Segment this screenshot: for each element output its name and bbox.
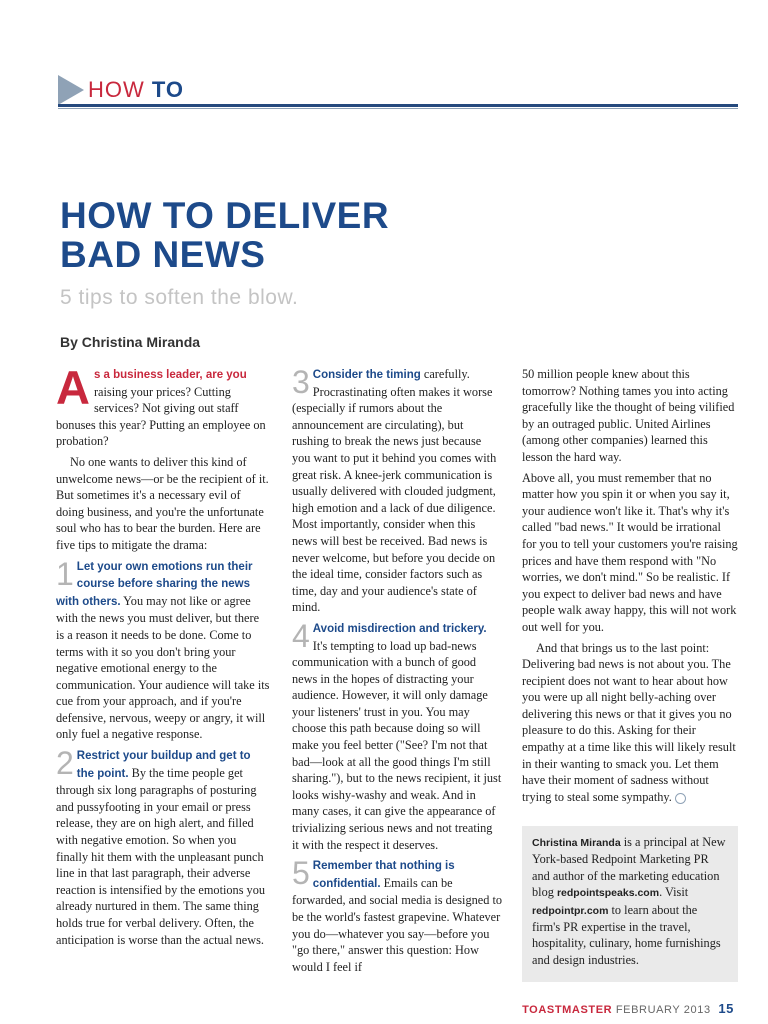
header-rule-thin: [58, 108, 738, 109]
drop-cap: A: [56, 361, 90, 414]
tip-number: 4: [292, 617, 310, 654]
paragraph: Above all, you must remember that no matter how you spin it or when you say it, your audience won't like it. That's why it's called "bad news." It would be irrational for you to tell your customers you're raising prices and have them respond with "No worries, we don't mind." So be realistic. If you expect to deliver bad news and have people walk away happy, this will not work out well for you.: [522, 470, 738, 634]
lead-in: s a business leader, are you: [93, 369, 247, 381]
paragraph: 50 million people knew about this tomorrow? Nothing tames you into acting gracefully like the thought of being vilified by an outraged public. United Airlines (among other companies) learned this lesson the hard way.: [522, 367, 735, 464]
header-rule: [58, 104, 738, 107]
paragraph: No one wants to deliver this kind of unwelcome news—or be the recipient of it. But sometimes it's a necessary evil of doing business, and you're the unfortunate soul who has to bear the burden. Here are five tips to mitigate the drama:: [56, 454, 269, 552]
tip-1: 1 Let your own emotions run their course before sharing the news with others. You may not like or agree with the news you must deliver, but there is a reason it needs to be done. Come to terms with it so you don't bring your negative emotional energy to the communication. Your audience will take its cue from your approach, and if you're defensive, nervous, weepy or angry, it will only fuel a negative response.: [56, 555, 270, 742]
tip-2: 2 Restrict your buildup and get to the point. By the time people get through six long paragraphs of posturing and pussyfooting in your email or press release, they are on high alert, and filled with negative emotion. So when you finally hit them with the unpleasant punch line in that last paragraph, their adverse reaction is intensified by the emotions you already nurtured in them. The same thing holds true for verbal delivery. Often, the anticipation is worse than the actual news.: [56, 745, 266, 947]
tip-number: 1: [56, 555, 74, 592]
article-title: HOW TO DELIVER BAD NEWS: [60, 195, 390, 275]
section-header: [58, 74, 738, 108]
tip-3: 3 Consider the timing carefully. Procrastinating often makes it worse (especially if rumors about the announcement are circulating), but rushing to break the news just because you want to put it behind you comes with great risk. A knee-jerk communication is usually delivered with clouded judgment, high emotion and a lack of due diligence. Most importantly, consider when this news will best be received. Bad news is never welcome, but before you decide on the ideal time, consider factors such as time, day and your audience's state of mind.: [292, 364, 497, 615]
tip-heading: Avoid misdirection and trickery.: [312, 622, 487, 635]
column-2: [292, 366, 502, 979]
column-1: [56, 361, 270, 952]
page-number: 15: [718, 1001, 734, 1016]
intro-paragraph: As a business leader, are you raising your prices? Cutting services? Not giving out staff bonuses this year? Putting an employee on probation?: [56, 361, 266, 449]
blog-link[interactable]: redpointspeaks.com: [556, 887, 660, 900]
tip-number: 5: [292, 855, 310, 892]
author-bio-box: Christina Miranda is a principal at New York-based Redpoint Marketing PR and author of the marketing education blog redpointspeaks.com. Visit redpointpr.com to learn about the firm's PR expertise in the travel, hospitality, culinary, home furnishings and design industries.: [522, 826, 738, 982]
tip-number: 2: [56, 745, 74, 782]
tip-heading: Remember that nothing is confidential.: [312, 860, 455, 890]
article-subtitle: 5 tips to soften the blow.: [60, 286, 299, 309]
column-3: [522, 366, 738, 809]
tip-5: 5 Remember that nothing is confidential. Emails can be forwarded, and social media is designed to be the world's fastest grapevine. Whatever you do—whatever you say—before you "go there," answer this question: How would I feel if: [292, 855, 503, 974]
tip-4: 4 Avoid misdirection and trickery. It's tempting to load up bad-news communication with a bunch of good news in the hopes of distracting your audience. However, it will only damage your listeners' trust in you. You may choose this path because doing so will make you feel better ("See? I'm not that bad—look at all the good things I'm still sharing."), but to the news recipient, it just looks wishy-washy and weak. And in many cases, it can give the appearance of trivializing serious news and not treating it with the respect it deserves.: [292, 617, 502, 852]
section-label: HOW TO: [88, 77, 185, 102]
byline: By Christina Miranda: [60, 334, 201, 350]
issue-date: FEBRUARY 2013: [615, 1004, 711, 1016]
closing-paragraph: And that brings us to the last point: Delivering bad news is not about you. The recipient does not want to hear about how you were up all night belly-aching over delivering this news or that it gives you no pleasure to do this. Asking for their empathy at a time like this will likely result in their wanting to smack you. Let them have their moment of sadness without trying to steal some sympathy.: [522, 640, 736, 804]
tip-number: 3: [292, 364, 310, 400]
tip-heading: Restrict your buildup and get to the point.: [76, 750, 251, 780]
page-footer: [522, 1001, 734, 1016]
bio-name: Christina Miranda: [532, 837, 621, 849]
end-mark-icon: [675, 793, 686, 804]
magazine-name: TOASTMASTER: [522, 1004, 613, 1016]
site-link[interactable]: redpointpr.com: [532, 904, 609, 917]
header-triangle-icon: [58, 75, 84, 105]
tip-heading: Let your own emotions run their course before sharing the news with others.: [56, 560, 253, 608]
tip-heading: Consider the timing: [312, 369, 421, 381]
